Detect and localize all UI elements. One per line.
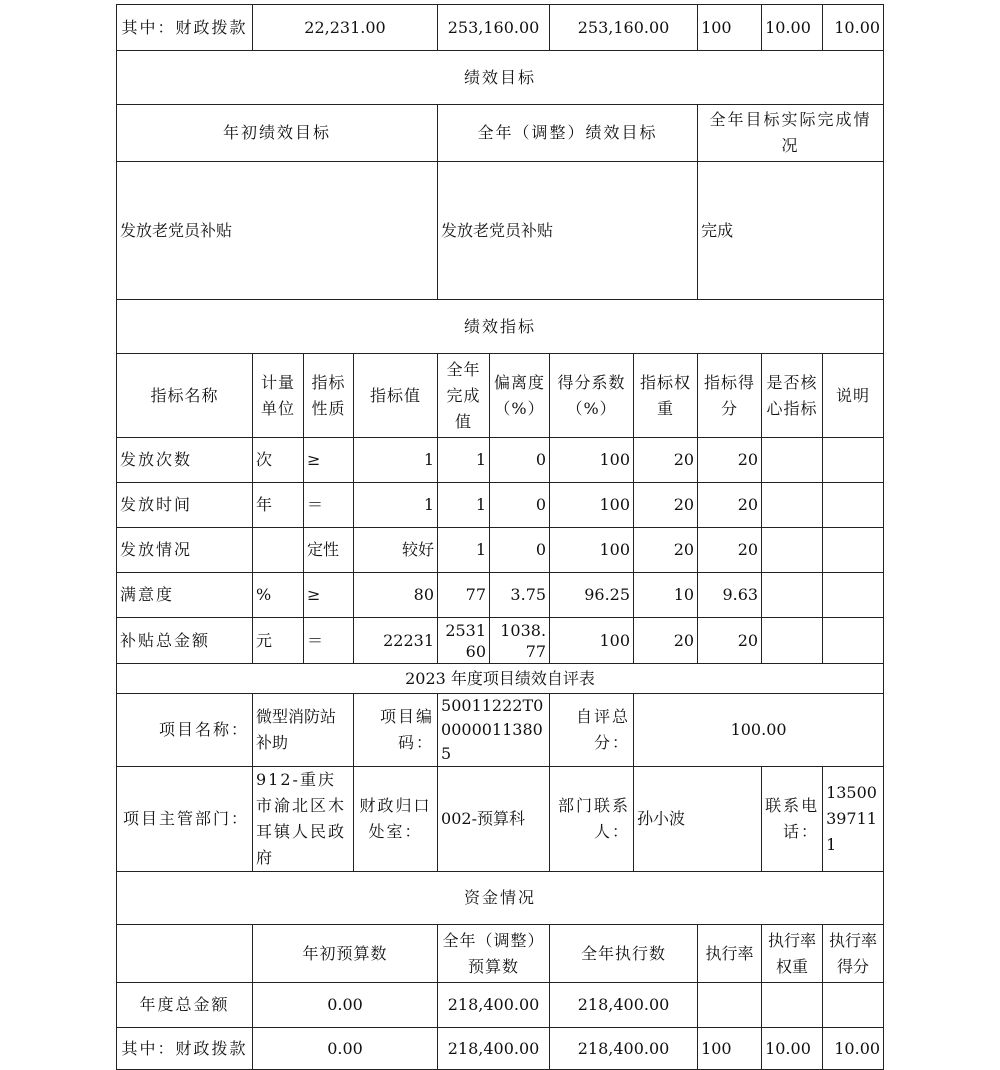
indicator-nature: 定性: [304, 528, 354, 573]
contact-value: 孙小波: [634, 767, 762, 872]
goals-header-row: [117, 105, 884, 162]
header-completed: 全年完成值: [438, 354, 490, 438]
indicator-value: 1: [354, 438, 438, 483]
indicator-weight: 20: [634, 483, 698, 528]
indicator-weight: 20: [634, 438, 698, 483]
funding-section-title: 资金情况: [117, 872, 884, 925]
indicator-score: 9.63: [698, 573, 762, 618]
indicator-weight: 20: [634, 618, 698, 664]
contact-label: 部门联系人：: [550, 767, 634, 872]
goals-section-title: 绩效目标: [117, 51, 884, 105]
header-rate-weight: 执行率权重: [762, 925, 823, 983]
table-row: [117, 438, 884, 483]
project-code-label: 项目编码：: [354, 694, 438, 767]
indicator-note: [823, 573, 884, 618]
indicator-value: 80: [354, 573, 438, 618]
rate-score: 10.00: [823, 5, 884, 51]
initial-budget: 22,231.00: [253, 5, 438, 51]
indicators-section-title: 绩效指标: [117, 300, 884, 354]
indicators-header-row: [117, 354, 884, 438]
indicator-unit: 元: [253, 618, 304, 664]
indicator-coef: 100: [550, 483, 634, 528]
indicator-nature: ＝: [304, 483, 354, 528]
adjusted-budget: 218,400.00: [438, 983, 550, 1028]
indicator-deviation: 0: [490, 483, 550, 528]
indicator-coef: 100: [550, 528, 634, 573]
project-info-row: [117, 694, 884, 767]
indicator-score: 20: [698, 483, 762, 528]
indicator-deviation: 0: [490, 438, 550, 483]
funding-header-blank: [117, 925, 253, 983]
project-dept-row: [117, 767, 884, 872]
adjusted-budget: 253,160.00: [438, 5, 550, 51]
initial-goal-text: 发放老党员补贴: [117, 162, 438, 300]
header-score: 指标得分: [698, 354, 762, 438]
adjusted-budget: 218,400.00: [438, 1028, 550, 1070]
indicator-core: [762, 483, 823, 528]
indicators-section-row: [117, 300, 884, 354]
indicator-core: [762, 528, 823, 573]
top-fiscal-funding-row: [117, 5, 884, 51]
indicator-unit: %: [253, 573, 304, 618]
funding-fiscal-row: [117, 1028, 884, 1070]
initial-goal-header: 年初绩效目标: [117, 105, 438, 162]
header-nature: 指标性质: [304, 354, 354, 438]
header-rate-score: 执行率得分: [823, 925, 884, 983]
table-title: 2023 年度项目绩效自评表: [117, 664, 884, 694]
indicator-coef: 100: [550, 438, 634, 483]
header-score-coef: 得分系数（%）: [550, 354, 634, 438]
indicator-value: 较好: [354, 528, 438, 573]
table-row: [117, 528, 884, 573]
indicator-unit: 次: [253, 438, 304, 483]
dept-label: 项目主管部门：: [117, 767, 253, 872]
indicator-nature: ＝: [304, 618, 354, 664]
header-note: 说明: [823, 354, 884, 438]
execution-rate: 100: [698, 1028, 762, 1070]
header-value: 指标值: [354, 354, 438, 438]
performance-self-evaluation-table: [116, 4, 884, 1070]
finance-office-label: 财政归口处室：: [354, 767, 438, 872]
indicator-note: [823, 483, 884, 528]
header-indicator-name: 指标名称: [117, 354, 253, 438]
rate-score: [823, 983, 884, 1028]
rate-weight: [762, 983, 823, 1028]
indicator-score: 20: [698, 438, 762, 483]
header-core: 是否核心指标: [762, 354, 823, 438]
row-label: 其中：财政拨款: [117, 1028, 253, 1070]
indicator-coef: 100: [550, 618, 634, 664]
rate-score: 10.00: [823, 1028, 884, 1070]
actual-completion-text: 完成: [698, 162, 884, 300]
phone-value: 13500397111: [823, 767, 884, 872]
row-label: 其中：财政拨款: [117, 5, 253, 51]
indicator-nature: ≥: [304, 438, 354, 483]
indicator-note: [823, 528, 884, 573]
indicator-score: 20: [698, 528, 762, 573]
rate-weight: 10.00: [762, 1028, 823, 1070]
indicator-name: 发放时间: [117, 483, 253, 528]
executed-amount: 218,400.00: [550, 1028, 698, 1070]
dept-value: 912-重庆市渝北区木耳镇人民政府: [253, 767, 354, 872]
funding-header-row: [117, 925, 884, 983]
header-adjusted-budget: 全年（调整）预算数: [438, 925, 550, 983]
table-row: [117, 483, 884, 528]
header-weight: 指标权重: [634, 354, 698, 438]
indicator-value: 1: [354, 483, 438, 528]
project-name-label: 项目名称：: [117, 694, 253, 767]
project-title-row: [117, 664, 884, 694]
indicator-completed: 1: [438, 528, 490, 573]
execution-rate: [698, 983, 762, 1028]
indicator-completed: 77: [438, 573, 490, 618]
indicator-unit: 年: [253, 483, 304, 528]
goals-content-row: [117, 162, 884, 300]
adjusted-goal-header: 全年（调整）绩效目标: [438, 105, 698, 162]
execution-rate: 100: [698, 5, 762, 51]
finance-office-value: 002-预算科: [438, 767, 550, 872]
row-label: 年度总金额: [117, 983, 253, 1028]
indicator-name: 发放情况: [117, 528, 253, 573]
indicator-score: 20: [698, 618, 762, 664]
indicator-note: [823, 618, 884, 664]
funding-section-row: [117, 872, 884, 925]
indicator-completed: 1: [438, 483, 490, 528]
indicator-core: [762, 438, 823, 483]
header-unit: 计量单位: [253, 354, 304, 438]
indicator-core: [762, 618, 823, 664]
header-deviation: 偏离度（%）: [490, 354, 550, 438]
indicator-weight: 10: [634, 573, 698, 618]
header-initial-budget: 年初预算数: [253, 925, 438, 983]
indicator-weight: 20: [634, 528, 698, 573]
rate-weight: 10.00: [762, 5, 823, 51]
header-executed: 全年执行数: [550, 925, 698, 983]
header-execution-rate: 执行率: [698, 925, 762, 983]
project-code-value: 50011222T000000113805: [438, 694, 550, 767]
indicator-coef: 96.25: [550, 573, 634, 618]
table-row: [117, 618, 884, 664]
indicator-note: [823, 438, 884, 483]
indicator-deviation: 3.75: [490, 573, 550, 618]
self-score-value: 100.00: [634, 694, 884, 767]
table-row: [117, 573, 884, 618]
indicator-name: 满意度: [117, 573, 253, 618]
initial-budget: 0.00: [253, 1028, 438, 1070]
project-name-value: 微型消防站补助: [253, 694, 354, 767]
indicator-name: 补贴总金额: [117, 618, 253, 664]
self-score-label: 自评总分：: [550, 694, 634, 767]
indicator-value: 22231: [354, 618, 438, 664]
indicator-unit: [253, 528, 304, 573]
adjusted-goal-text: 发放老党员补贴: [438, 162, 698, 300]
actual-completion-header: 全年目标实际完成情况: [698, 105, 884, 162]
goals-section-row: [117, 51, 884, 105]
indicator-nature: ≥: [304, 573, 354, 618]
initial-budget: 0.00: [253, 983, 438, 1028]
indicator-name: 发放次数: [117, 438, 253, 483]
executed-amount: 218,400.00: [550, 983, 698, 1028]
indicator-core: [762, 573, 823, 618]
phone-label: 联系电话：: [762, 767, 823, 872]
executed-amount: 253,160.00: [550, 5, 698, 51]
indicator-deviation: 1038.77: [490, 618, 550, 664]
funding-total-row: [117, 983, 884, 1028]
indicator-deviation: 0: [490, 528, 550, 573]
indicator-completed: 1: [438, 438, 490, 483]
indicator-completed: 253160: [438, 618, 490, 664]
